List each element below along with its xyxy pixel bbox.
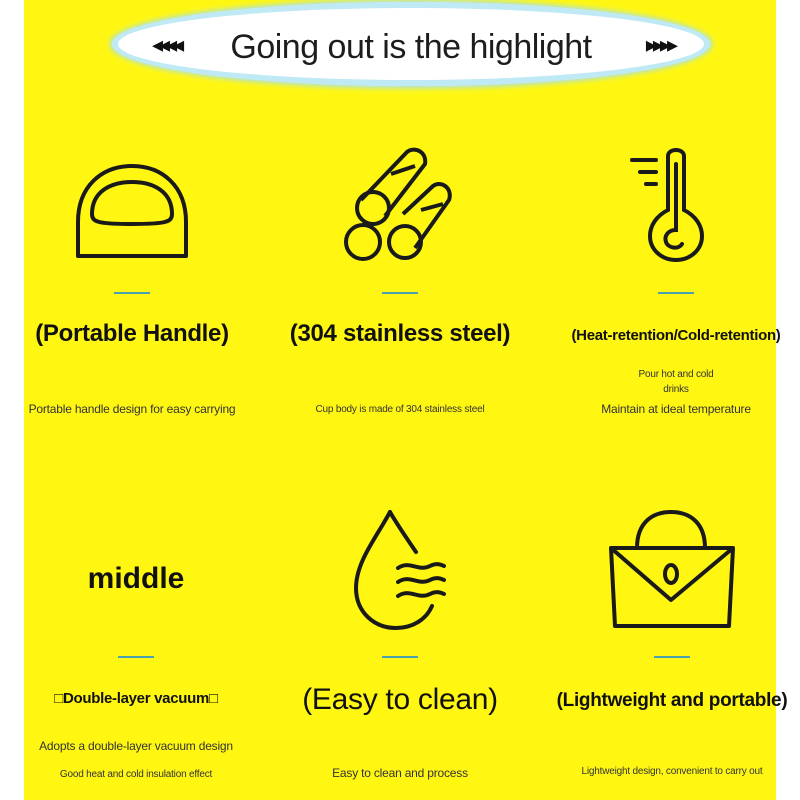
right-arrows-decoration: ▸▸▸▸	[645, 32, 674, 57]
feature-description: Good heat and cold insulation effect	[59, 769, 213, 780]
steel-pipes-icon	[341, 144, 459, 264]
banner-title: Going out is the highlight	[230, 28, 592, 66]
divider	[382, 656, 418, 658]
water-drop-icon	[352, 508, 448, 632]
title-banner	[112, 2, 710, 86]
handle-icon	[70, 162, 194, 260]
divider	[654, 656, 690, 658]
feature-panel	[24, 0, 776, 800]
handbag-icon	[605, 508, 739, 632]
divider	[658, 292, 694, 294]
feature-description-line1b: drinks	[663, 384, 689, 395]
feature-description-line1: Pour hot and cold	[638, 369, 714, 380]
feature-description: Maintain at ideal temperature	[601, 402, 751, 416]
divider	[118, 656, 154, 658]
feature-title: □Double-layer vacuum□	[54, 690, 218, 707]
feature-description-line1: Adopts a double-layer vacuum design	[39, 739, 233, 753]
divider	[382, 292, 418, 294]
feature-title: (Portable Handle)	[35, 320, 229, 347]
feature-title: (304 stainless steel)	[289, 320, 511, 347]
feature-title: (Easy to clean)	[302, 683, 498, 716]
middle-label: middle	[87, 562, 185, 595]
feature-description: Lightweight design, convenient to carry out	[581, 766, 763, 777]
feature-title: (Heat-retention/Cold-retention)	[571, 327, 781, 344]
divider	[114, 292, 150, 294]
left-arrows-decoration: ◂◂◂◂	[152, 32, 181, 57]
thermometer-icon	[630, 146, 722, 264]
feature-title: (Lightweight and portable)	[556, 690, 788, 711]
feature-description: Easy to clean and process	[332, 766, 468, 780]
feature-description: Portable handle design for easy carrying	[28, 402, 236, 416]
feature-description: Cup body is made of 304 stainless steel	[315, 404, 485, 415]
